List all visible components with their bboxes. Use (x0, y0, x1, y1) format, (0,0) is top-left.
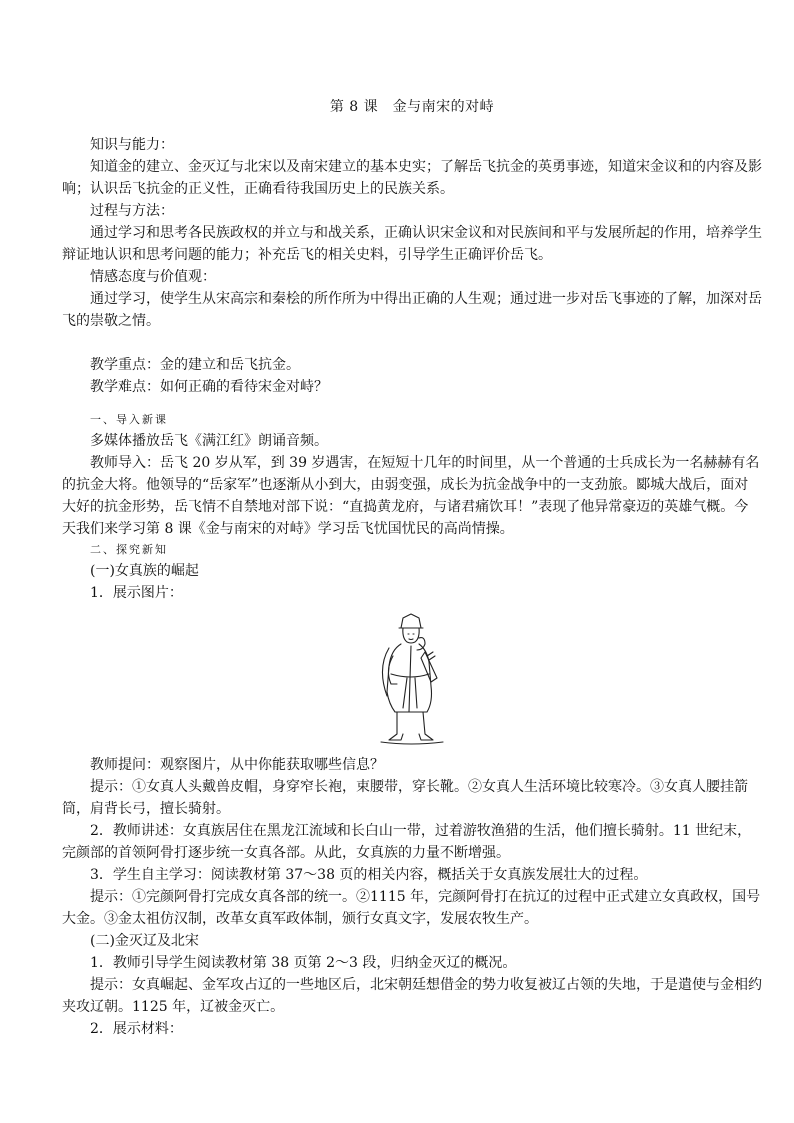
jurchen-warrior-drawing (367, 612, 457, 748)
section2-heading: 二、探究新知 (90, 543, 168, 556)
spacer (62, 332, 762, 354)
emotion-text: 通过学习，使学生从宋高宗和秦桧的所作所为中得出正确的人生观；通过进一步对岳飞事迹的了解，加深对岳飞的崇敬之情。 (62, 291, 762, 329)
emotion-heading: 情感态度与价值观： (90, 269, 216, 285)
section2-p5: 2．展示材料： (90, 1021, 183, 1037)
jurchen-warrior-illustration (367, 612, 457, 748)
lesson-title: 第 8 课 金与南宋的对峙 (329, 99, 495, 115)
hint-2: 提示：①完颜阿骨打完成女真各部的统一。②1115 年，完颜阿骨打在抗辽的过程中正式建立女真政权，国号大金。③金太祖仿汉制，改革女真军政体制，颁行女真文字，发展农牧生产。 (62, 889, 761, 927)
document-page (62, 96, 762, 1040)
difficult-point: 教学难点：如何正确的看待宋金对峙？ (90, 379, 328, 395)
hint-1: 提示：①女真人头戴兽皮帽，身穿窄长袍，束腰带，穿长靴。②女真人生活环境比较寒冷。③女真人腰挂箭筒，肩背长弓，擅长骑射。 (62, 779, 748, 817)
section1-p1: 多媒体播放岳飞《满江红》朗诵音频。 (90, 433, 328, 449)
section2-p3: 3．学生自主学习：阅读教材第 37～38 页的相关内容，概括关于女真族发展壮大的过程。 (90, 867, 648, 883)
knowledge-heading: 知识与能力： (90, 137, 174, 153)
process-heading: 过程与方法： (90, 203, 174, 219)
section2-p2: 2．教师讲述：女真族居住在黑龙江流域和长白山一带，过着游牧渔猎的生活，他们擅长骑射。11 世纪末，完颜部的首领阿骨打逐步统一女真各部。从此，女真族的力量不断增强。 (62, 823, 752, 861)
subsection2-heading: (二)金灭辽及北宋 (90, 933, 199, 949)
key-point: 教学重点：金的建立和岳飞抗金。 (90, 357, 300, 373)
teacher-question: 教师提问：观察图片，从中你能获取哪些信息？ (90, 757, 384, 773)
spacer (62, 398, 762, 410)
knowledge-text: 知道金的建立、金灭辽与北宋以及南宋建立的基本史实；了解岳飞抗金的英勇事迹，知道宋金议和的内容及影响；认识岳飞抗金的正义性，正确看待我国历史上的民族关系。 (62, 159, 762, 197)
show-image-label: 1．展示图片： (90, 585, 183, 601)
process-text: 通过学习和思考各民族政权的并立与和战关系，正确认识宋金议和对民族间和平与发展所起的作用，培养学生辩证地认识和思考问题的能力；补充岳飞的相关史料，引导学生正确评价岳飞。 (62, 225, 762, 263)
hint-3: 提示：女真崛起、金军攻占辽的一些地区后，北宋朝廷想借金的势力收复被辽占领的失地，于是遣使与金相约夹攻辽朝。1125 年，辽被金灭亡。 (62, 977, 762, 1015)
subsection1-heading: (一)女真族的崛起 (90, 563, 199, 579)
section1-heading: 一、导入新课 (90, 413, 168, 426)
section1-p2: 教师导入：岳飞 20 岁从军，到 39 岁遇害，在短短十几年的时间里，从一个普通的士兵成长为一名赫赫有名的抗金大将。他领导的“岳家军”也逐渐从小到大，由弱变强，成长为抗金战争中的一支劲旅。郾城大战后，面对大好的抗金形势，岳飞情不自禁地对部下说：“直捣黄龙府，与诸君痛饮耳！”表现了他异常豪迈的英雄气概。今天我们来学习第 8 课《金与南宋的对峙》学习岳飞忧国忧民的高尚情操。 (62, 455, 760, 537)
section2-p4: 1．教师引导学生阅读教材第 38 页第 2～3 段，归纳金灭辽的概况。 (90, 955, 517, 971)
